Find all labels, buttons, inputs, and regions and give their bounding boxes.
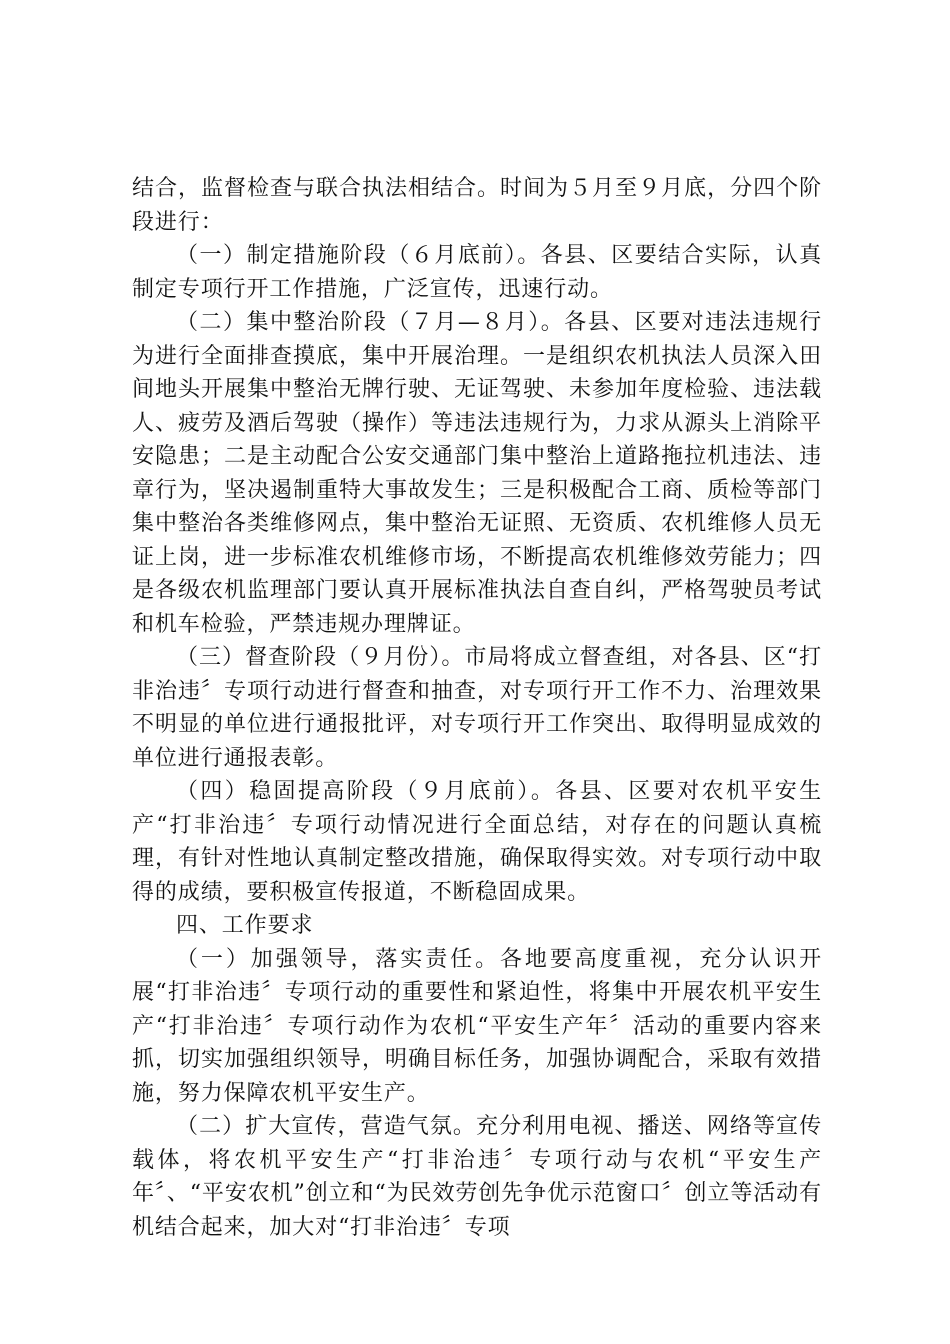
paragraph-intro-continuation: 结合，监督检查与联合执法相结合。时间为５月至９月底，分四个阶段进行： bbox=[132, 176, 822, 235]
paragraph-stage-two: （二）集中整治阶段（７月—８月）。各县、区要对违法违规行为进行全面排查摸底，集中开展治理。一是组织农机执法人员深入田间地头开展集中整治无牌行驶、无证驾驶、未参加年度检验、违法载人、疲劳及酒后驾驶（操作）等违法违规行为，力求从源头上消除平安隐患；二是主动配合公安交通部门集中整治上道路拖拉机违法、违章行为，坚决遏制重特大事故发生；三是积极配合工商、质检等部门集中整治各类维修网点，集中整治无证照、无资质、农机维修人员无证上岗，进一步标准农机维修市场，不断提高农机维修效劳能力；四是各级农机监理部门要认真开展标准执法自查自纠，严格驾驶员考试和机车检验，严禁违规办理牌证。 bbox=[132, 310, 822, 637]
paragraph-stage-four: （四）稳固提高阶段（９月底前）。各县、区要对农机平安生产“打非治违〞专项行动情况进行全面总结，对存在的问题认真梳理，有针对性地认真制定整改措施，确保取得实效。对专项行动中取得的成绩，要积极宣传报道，不断稳固成果。 bbox=[132, 779, 822, 905]
paragraph-requirement-one: （一）加强领导，落实责任。各地要高度重视，充分认识开展“打非治违〞专项行动的重要性和紧迫性，将集中开展农机平安生产“打非治违〞专项行动作为农机“平安生产年〞活动的重要内容来抓，切实加强组织领导，明确目标任务，加强协调配合，采取有效措施，努力保障农机平安生产。 bbox=[132, 946, 822, 1106]
paragraph-requirement-two: （二）扩大宣传，营造气氛。充分利用电视、播送、网络等宣传载体，将农机平安生产“打非治违〞专项行动与农机“平安生产年〞、“平安农机”创立和“为民效劳创先争优示范窗口〞创立等活动有机结合起来，加大对“打非治违〞专项 bbox=[132, 1114, 822, 1240]
section-heading-work-requirements: 四、工作要求 bbox=[176, 913, 314, 938]
document-body bbox=[132, 172, 822, 1244]
paragraph-stage-three: （三）督查阶段（９月份）。市局将成立督查组，对各县、区“打非治违〞专项行动进行督查和抽查，对专项行开工作不力、治理效果不明显的单位进行通报批评，对专项行开工作突出、取得明显成效的单位进行通报表彰。 bbox=[132, 645, 822, 771]
paragraph-stage-one: （一）制定措施阶段（６月底前）。各县、区要结合实际，认真制定专项行开工作措施，广泛宣传，迅速行动。 bbox=[132, 243, 822, 302]
